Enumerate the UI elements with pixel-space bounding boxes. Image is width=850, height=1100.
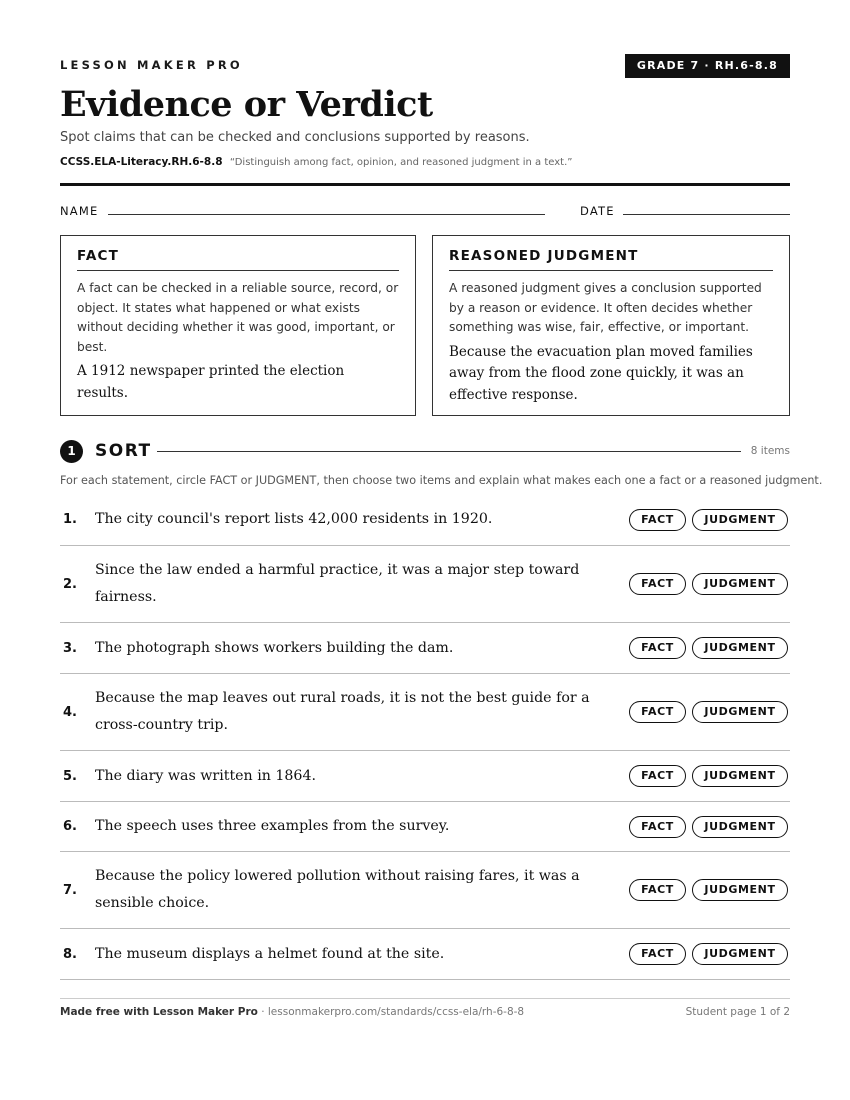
statement-item xyxy=(60,546,790,623)
item-number: 7. xyxy=(63,882,77,898)
judgment-definition-box xyxy=(432,235,790,416)
statement-item xyxy=(60,751,790,802)
item-number: 4. xyxy=(63,704,77,720)
name-field[interactable] xyxy=(108,214,545,215)
choice-group xyxy=(629,509,788,531)
judgment-option[interactable]: JUDGMENT xyxy=(692,943,788,965)
item-statement: Since the law ended a harmful practice, it was a major step toward fairness. xyxy=(95,562,580,605)
choice-group xyxy=(629,573,788,595)
item-statement: The museum displays a helmet found at the site. xyxy=(95,945,445,962)
standard-code: CCSS.ELA-Literacy.RH.6-8.8 xyxy=(60,156,223,168)
item-statement: The diary was written in 1864. xyxy=(95,767,316,784)
judgment-option[interactable]: JUDGMENT xyxy=(692,637,788,659)
fact-option[interactable]: FACT xyxy=(629,509,686,531)
date-field[interactable] xyxy=(623,214,790,215)
section-instructions: For each statement, circle FACT or JUDGMENT, then choose two items and explain what makes each one a fact or a reasoned judgment. xyxy=(60,474,823,487)
statement-item xyxy=(60,674,790,751)
section-title: SORT xyxy=(95,441,152,461)
fact-heading: FACT xyxy=(77,248,399,271)
item-number: 8. xyxy=(63,946,77,962)
footer-divider xyxy=(60,998,790,999)
statement-item xyxy=(60,623,790,674)
fact-option[interactable]: FACT xyxy=(629,637,686,659)
choice-group xyxy=(629,816,788,838)
judgment-example: Because the evacuation plan moved families away from the flood zone quickly, it was an effective response. xyxy=(449,343,753,403)
page-title: Evidence or Verdict xyxy=(60,84,433,125)
footer-url[interactable]: · lessonmakerpro.com/standards/ccss-ela/rh-6-8-8 xyxy=(261,1006,525,1018)
section-number-badge: 1 xyxy=(60,440,83,463)
item-count: 8 items xyxy=(750,445,790,457)
choice-group xyxy=(629,765,788,787)
judgment-option[interactable]: JUDGMENT xyxy=(692,816,788,838)
judgment-option[interactable]: JUDGMENT xyxy=(692,765,788,787)
fact-definition-box xyxy=(60,235,416,416)
fact-option[interactable]: FACT xyxy=(629,765,686,787)
statement-item xyxy=(60,852,790,929)
fact-definition: A fact can be checked in a reliable source, record, or object. It states what happened or what exists without deciding whether it was good, important, or best. xyxy=(77,281,399,354)
date-label: DATE xyxy=(580,204,615,218)
grade-badge: GRADE 7 · RH.6-8.8 xyxy=(625,54,790,78)
item-number: 1. xyxy=(63,512,77,527)
standard-line xyxy=(60,156,572,168)
fact-option[interactable]: FACT xyxy=(629,573,686,595)
statement-item xyxy=(60,494,790,546)
judgment-option[interactable]: JUDGMENT xyxy=(692,509,788,531)
item-statement: The city council's report lists 42,000 residents in 1920. xyxy=(95,511,493,527)
judgment-option[interactable]: JUDGMENT xyxy=(692,573,788,595)
brand-name: LESSON MAKER PRO xyxy=(60,58,243,72)
item-number: 6. xyxy=(63,819,77,834)
judgment-option[interactable]: JUDGMENT xyxy=(692,879,788,901)
choice-group xyxy=(629,701,788,723)
footer-credit xyxy=(60,1006,524,1018)
statement-item xyxy=(60,929,790,980)
name-label: NAME xyxy=(60,204,99,218)
statement-item xyxy=(60,802,790,852)
fact-option[interactable]: FACT xyxy=(629,701,686,723)
judgment-option[interactable]: JUDGMENT xyxy=(692,701,788,723)
item-number: 5. xyxy=(63,768,77,784)
choice-group xyxy=(629,879,788,901)
fact-example: A 1912 newspaper printed the election results. xyxy=(77,363,345,401)
item-number: 2. xyxy=(63,576,77,592)
fact-option[interactable]: FACT xyxy=(629,816,686,838)
fact-option[interactable]: FACT xyxy=(629,879,686,901)
judgment-heading: REASONED JUDGMENT xyxy=(449,248,773,271)
choice-group xyxy=(629,637,788,659)
choice-group xyxy=(629,943,788,965)
statement-list xyxy=(60,494,790,980)
item-statement: The speech uses three examples from the survey. xyxy=(95,818,450,834)
header-divider xyxy=(60,183,790,186)
item-number: 3. xyxy=(63,640,77,656)
fact-option[interactable]: FACT xyxy=(629,943,686,965)
page-indicator: Student page 1 of 2 xyxy=(685,1006,790,1018)
item-statement: The photograph shows workers building the dam. xyxy=(95,639,454,656)
item-statement: Because the map leaves out rural roads, it is not the best guide for a cross-country trip. xyxy=(95,690,590,733)
page-subtitle: Spot claims that can be checked and conclusions supported by reasons. xyxy=(60,130,530,145)
standard-quote: “Distinguish among fact, opinion, and reasoned judgment in a text.” xyxy=(229,157,573,168)
section-divider xyxy=(157,451,741,452)
item-statement: Because the policy lowered pollution without raising fares, it was a sensible choice. xyxy=(95,868,580,911)
judgment-definition: A reasoned judgment gives a conclusion supported by a reason or evidence. It often decides whether something was wise, fair, effective, or important. xyxy=(449,281,762,334)
footer-made-with: Made free with Lesson Maker Pro xyxy=(60,1006,258,1018)
